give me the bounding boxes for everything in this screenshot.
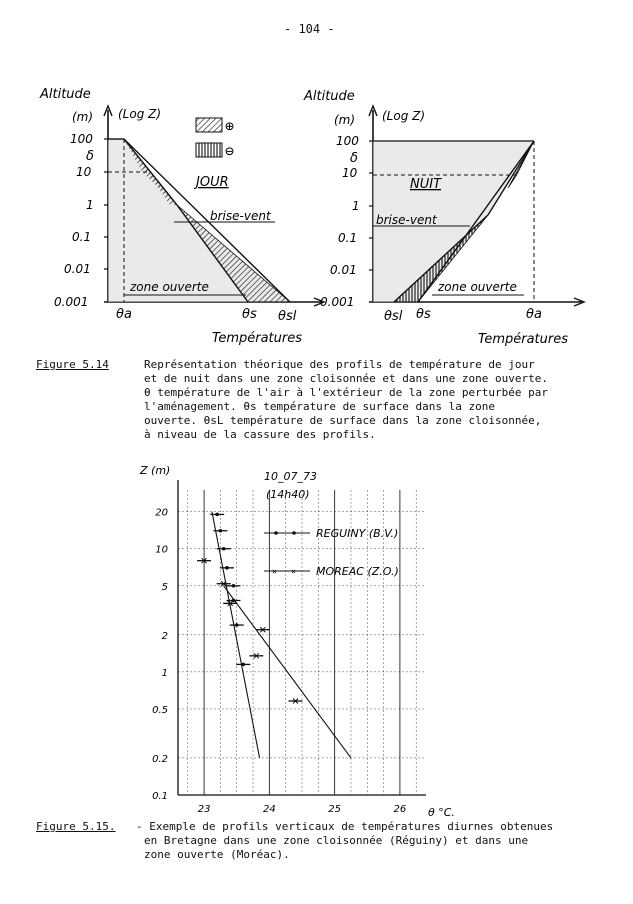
legend-minus-symbol: ⊖ (225, 142, 235, 160)
nuit-tick-10: 10 (342, 166, 358, 180)
jour-brise-vent: brise-vent (210, 209, 271, 223)
data-point-reguiny (215, 513, 219, 517)
nuit-tick-001: 0.01 (330, 263, 357, 277)
nuit-tick-100: 100 (336, 134, 359, 148)
jour-tick-001: 0.01 (64, 262, 91, 276)
figure-5-15-caption: - Exemple de profils verticaux de températures diurnes obtenues en Bretagne dans une zone cloisonnée (Réguiny) et dans une zone ouverte (Moréac). (136, 820, 554, 861)
chart-legend (264, 527, 399, 578)
y-tick-label: 5 (161, 581, 168, 593)
data-point-reguiny (225, 566, 229, 570)
x-tick-label: 24 (263, 804, 276, 815)
legend-plus-symbol: ⊕ (225, 117, 235, 135)
jour-y-units: (m) (72, 110, 94, 124)
data-point-reguiny (232, 584, 236, 588)
jour-x-axis-label: Températures (212, 331, 303, 346)
legend-moreac-label: MOREAC (Z.O.) (316, 565, 399, 578)
y-tick-label: 2 (161, 630, 168, 642)
nuit-title: NUIT (410, 177, 442, 192)
nuit-theta-a: θa (526, 307, 542, 322)
jour-theta-sl: θsl (278, 309, 297, 324)
svg-text:×: × (291, 567, 296, 576)
nuit-zone-ouverte: zone ouverte (438, 280, 517, 294)
chart-subtitle: (14h40) (266, 488, 310, 501)
jour-y-log: (Log Z) (118, 107, 162, 121)
figure-5-14-caption: Représentation théorique des profils de température de jour et de nuit dans une zone cloisonnée et dans une zone ouverte. θ température de l'air à l'extérieur de la zone perturbée par l'aménagement. θs température de surface dans la zone ouverte. θsL température de surface dans la zone cloisonnée, à niveau de la cassure des profils. (144, 358, 548, 441)
nuit-tick-0001: 0.001 (320, 295, 355, 309)
y-tick-label: 20 (155, 507, 168, 519)
figure-5-15-label: Figure 5.15. (36, 820, 116, 833)
page-number: - 104 - (284, 22, 335, 36)
chart-title: 10_07_73 (264, 470, 317, 483)
jour-zone-ouverte: zone ouverte (130, 280, 209, 294)
x-tick-label: 26 (393, 804, 407, 815)
nuit-y-units: (m) (334, 113, 356, 127)
nuit-brise-vent: brise-vent (376, 213, 437, 227)
y-tick-label: 0.5 (152, 704, 168, 716)
data-point-reguiny (241, 663, 245, 667)
nuit-theta-s: θs (416, 307, 431, 322)
jour-title: JOUR (196, 175, 229, 190)
nuit-y-label: Altitude (304, 89, 355, 104)
y-tick-label: 0.2 (152, 753, 168, 765)
nuit-delta: δ (350, 151, 358, 166)
nuit-theta-sl: θsl (384, 309, 403, 324)
legend-reguiny-marker (274, 531, 278, 535)
jour-theta-a: θa (116, 307, 132, 322)
figure-5-14-label: Figure 5.14 (36, 358, 109, 371)
jour-theta-s: θs (242, 307, 257, 322)
x-tick-label: 23 (197, 804, 211, 815)
y-tick-label: 10 (155, 544, 168, 556)
jour-delta: δ (86, 149, 94, 164)
y-tick-label: 0.1 (152, 791, 168, 802)
x-tick-label: 25 (328, 804, 341, 815)
data-point-reguiny (235, 623, 239, 627)
legend-reguiny-label: REGUINY (B.V.) (316, 527, 399, 540)
jour-tick-1: 1 (86, 198, 94, 212)
jour-tick-0001: 0.001 (54, 295, 89, 309)
data-point-reguiny (219, 529, 223, 533)
nuit-y-log: (Log Z) (382, 109, 426, 123)
chart-x-label: θ °C. (428, 806, 455, 819)
jour-tick-10: 10 (76, 165, 92, 179)
nuit-x-axis-label: Températures (478, 332, 569, 347)
legend-moreac-marker: × (272, 567, 277, 576)
chart-y-label: Z (m) (140, 464, 171, 477)
data-point-reguiny (222, 547, 226, 551)
y-tick-label: 1 (161, 667, 168, 679)
nuit-tick-1: 1 (352, 199, 360, 213)
nuit-tick-01: 0.1 (338, 231, 358, 245)
jour-y-label: Altitude (40, 87, 91, 102)
jour-tick-01: 0.1 (72, 230, 92, 244)
jour-tick-100: 100 (70, 132, 93, 146)
